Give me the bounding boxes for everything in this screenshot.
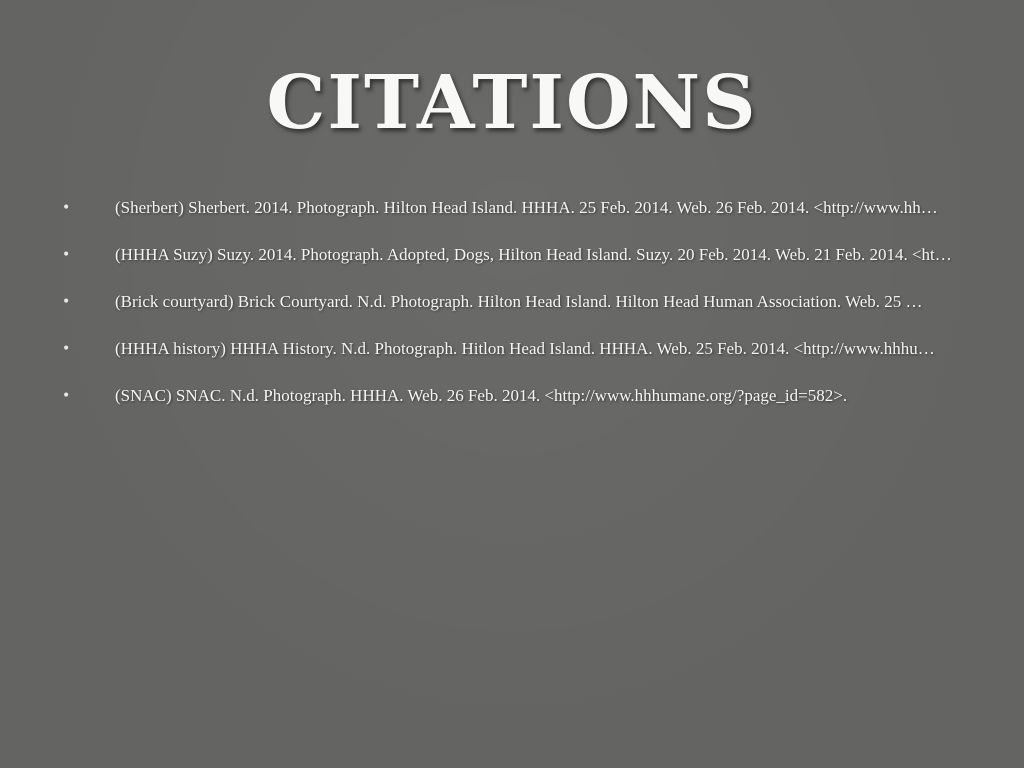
bullet-icon: • [62,247,71,263]
citation-text: (HHHA Suzy) Suzy. 2014. Photograph. Adopted, Dogs, Hilton Head Island. Suzy. 20 Feb. 2014. Web. 21 Feb. 2014. <ht… [115,245,952,264]
slide-title: CITATIONS [266,60,758,146]
bullet-icon: • [62,341,71,357]
citation-item [0,241,1024,288]
citation-item [0,194,1024,241]
bullet-icon: • [62,200,71,216]
citation-list [0,194,1024,429]
citation-item [0,335,1024,382]
citation-text: (Brick courtyard) Brick Courtyard. N.d. Photograph. Hilton Head Island. Hilton Head Human Association. Web. 25 … [115,292,923,311]
citation-text: (HHHA history) HHHA History. N.d. Photograph. Hitlon Head Island. HHHA. Web. 25 Feb. 2014. <http://www.hhhu… [115,339,935,358]
bullet-icon: • [62,294,71,310]
citation-text: (SNAC) SNAC. N.d. Photograph. HHHA. Web. 26 Feb. 2014. <http://www.hhhumane.org/?page_id=582>. [115,386,848,405]
citation-item [0,382,1024,429]
bullet-icon: • [62,388,71,404]
citation-text: (Sherbert) Sherbert. 2014. Photograph. Hilton Head Island. HHHA. 25 Feb. 2014. Web. 26 Feb. 2014. <http://www.hh… [115,198,938,217]
citation-item [0,288,1024,335]
